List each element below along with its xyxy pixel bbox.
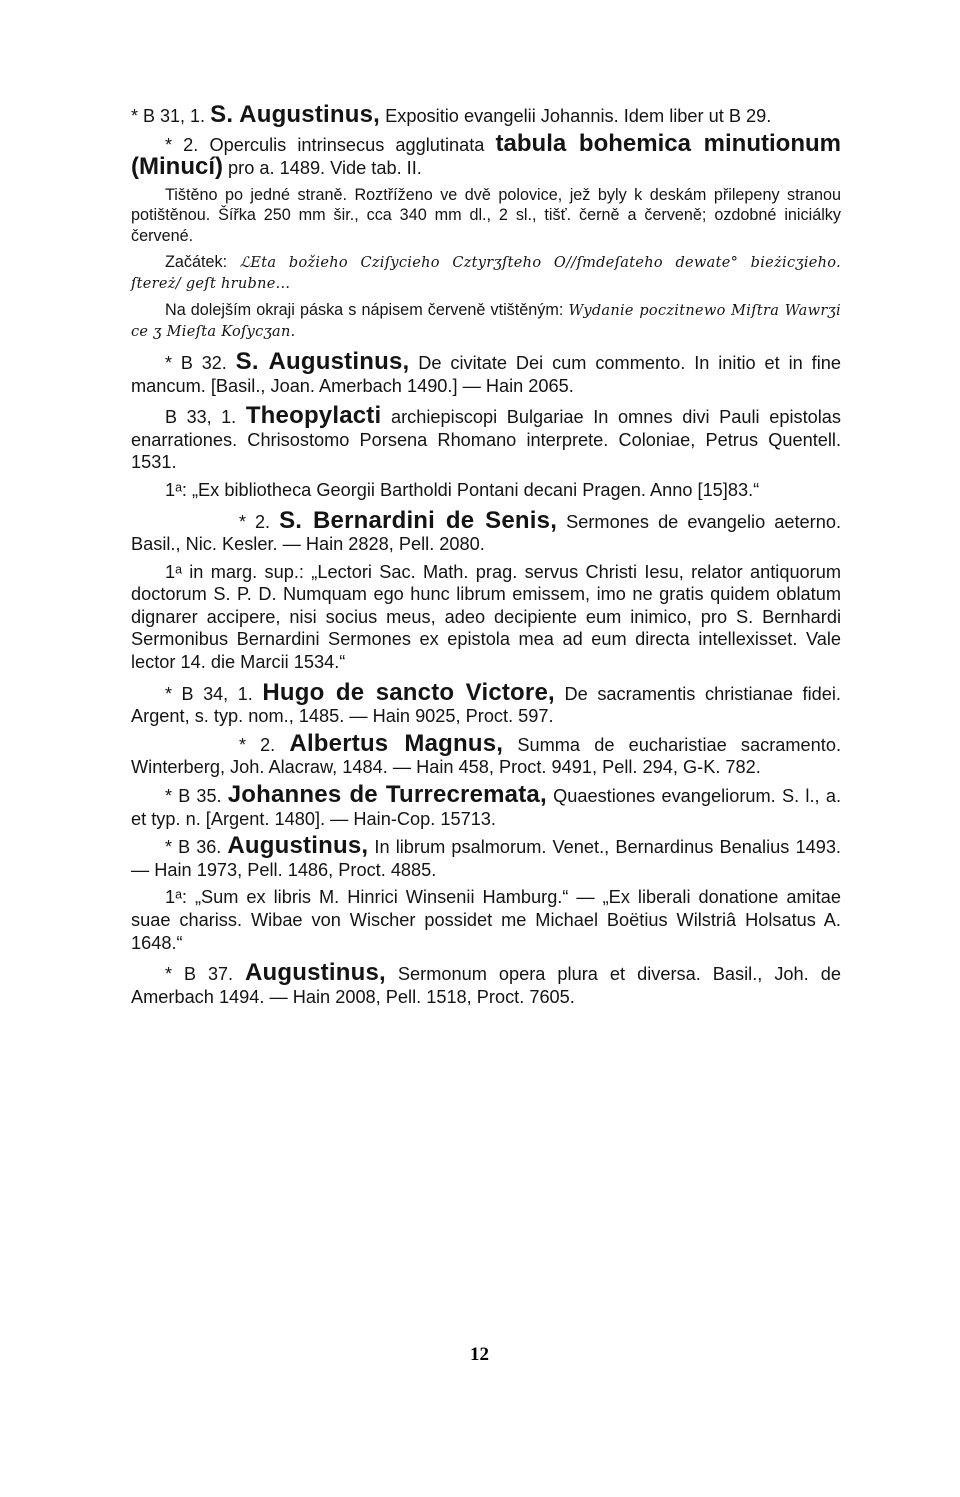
- entry-title: Summa de eucharistiae sacramento. Winterberg, Joh. Alacraw, 1484. — Hain 458, Proct. 9491, Pell. 294, G-K. 782.: [131, 734, 841, 778]
- entry-signature: * B 35.: [165, 786, 222, 807]
- entry-author: Johannes de Turrecremata,: [227, 781, 547, 809]
- entry-description: Tištěno po jedné straně. Roztříženo ve dvě polovice, jež byly k deskám přilepeny stranou potištěnou. Šířka 250 mm šir., cca 340 mm dl., 2 sl., tišť. černě a červeně; ozdobné iniciálky červené.: [131, 185, 841, 245]
- page-number: 12: [470, 1344, 489, 1365]
- catalogue-page: [131, 101, 841, 1013]
- entry-signature: * B 31, 1.: [131, 106, 206, 126]
- entry-author: S. Augustinus,: [235, 347, 410, 375]
- entry-b32: [131, 347, 841, 397]
- entry-bold-title: tabula bohemica minutionum (Minucí): [131, 129, 841, 181]
- entry-author: Theopylacti: [245, 402, 382, 430]
- entry-b31-2: [131, 129, 841, 181]
- foot-text: Na dolejším okraji páska s nápisem červeně vtištěným:: [165, 300, 569, 319]
- entry-title: De sacramentis christianae fidei. Argent, s. typ. nom., 1485. — Hain 9025, Proct. 597.: [131, 683, 841, 727]
- entry-title: De civitate Dei cum commento. In initio et in fine mancum. [Basil., Joan. Amerbach 1490.] — Hain 2065.: [131, 352, 841, 396]
- entry-signature: B 33, 1.: [165, 407, 237, 428]
- incipit-text: ℒEta božieho Cziſycieho Cztyrʒſteho O//ſmdeſateho dewate° bieżicʒieho. ſtereż/ geſt hrubne...: [131, 254, 841, 293]
- entry-title: Sermones de evangelio aeterno. Basil., Nic. Kesler. — Hain 2828, Pell. 2080.: [131, 511, 841, 555]
- entry-signature: * 2.: [165, 134, 199, 155]
- entry-author: Augustinus,: [227, 832, 369, 860]
- entry-b37: [131, 959, 841, 1008]
- entry-signature: * B 32.: [165, 352, 227, 373]
- entry-b34-2: [131, 729, 841, 779]
- entry-title: Quaestiones evangeliorum. S. l., a. et typ. n. [Argent. 1480]. — Hain-Cop. 15713.: [131, 786, 841, 829]
- entry-b33: [131, 402, 841, 474]
- entry-title: Expositio evangelii Johannis.: [380, 106, 619, 126]
- entry-b35: [131, 781, 841, 830]
- entry-foot: [131, 300, 841, 343]
- entry-author: Augustinus,: [245, 959, 386, 987]
- entry-signature: * B 34, 1.: [165, 683, 253, 704]
- entry-provenance: 1ᵃ in marg. sup.: „Lectori Sac. Math. prag. servus Christi Iesu, relator antiquorum doctorum S. P. D. Numquam ego hunc librum emissem, imo ne gratis quidem oblatum dignarer accipere, nisi socius meus, adeo decipiente eum inimico, pro S. Bernhardi Sermonibus Bernardini Sermones ex epistola mea ad eum directa intellexisset. Vale lector 14. die Marcii 1534.“: [131, 561, 841, 673]
- foot-old-text: Wydanie poczitnewo Miſtra Wawrʒi ce ʒ Mieſta Koſycʒan.: [131, 302, 841, 341]
- entry-title: In librum psalmorum. Venet., Bernardinus Benalius 1493. — Hain 1973, Pell. 1486, Proct. 4885.: [131, 837, 841, 880]
- entry-author: Hugo de sancto Victore,: [262, 678, 555, 706]
- entry-incipit: [131, 252, 841, 295]
- entry-title: archiepiscopi Bulgariae In omnes divi Pauli epistolas enarrationes. Chrisostomo Porsena Rhomano interprete. Coloniae, Petrus Quentell. 1531.: [131, 407, 841, 473]
- entry-b31: [131, 101, 841, 128]
- entry-lead: Operculis intrinsecus agglutinata: [198, 134, 496, 155]
- entry-b34: [131, 678, 841, 728]
- entry-note: Idem liber ut B 29.: [623, 106, 772, 126]
- entry-author: S. Augustinus,: [210, 101, 381, 128]
- entry-author: S. Bernardini de Senis,: [279, 506, 558, 534]
- entry-title: Sermonum opera plura et diversa. Basil., Joh. de Amerbach 1494. — Hain 2008, Pell. 1518, Proct. 7605.: [131, 964, 841, 1007]
- entry-signature: * B 37.: [165, 964, 233, 985]
- entry-b33-2: [131, 506, 841, 556]
- entry-signature: * 2.: [239, 511, 271, 532]
- entry-title: pro a. 1489. Vide tab. II.: [222, 158, 422, 179]
- entry-provenance: 1ᵃ: „Sum ex libris M. Hinrici Winsenii Hamburg.“ — „Ex liberali donatione amitae suae chariss. Wibae von Wischer possidet me Michael Boëtius Wilstriâ Holsatus A. 1648.“: [131, 887, 841, 953]
- incipit-label: Začátek:: [165, 252, 228, 271]
- entry-signature: * B 36.: [165, 837, 222, 858]
- entry-signature: * 2.: [239, 734, 276, 755]
- entry-b36: [131, 832, 841, 881]
- entry-author: Albertus Magnus,: [289, 729, 504, 757]
- entry-provenance: 1ᵃ: „Ex bibliotheca Georgii Bartholdi Pontani decani Pragen. Anno [15]83.“: [165, 479, 760, 500]
